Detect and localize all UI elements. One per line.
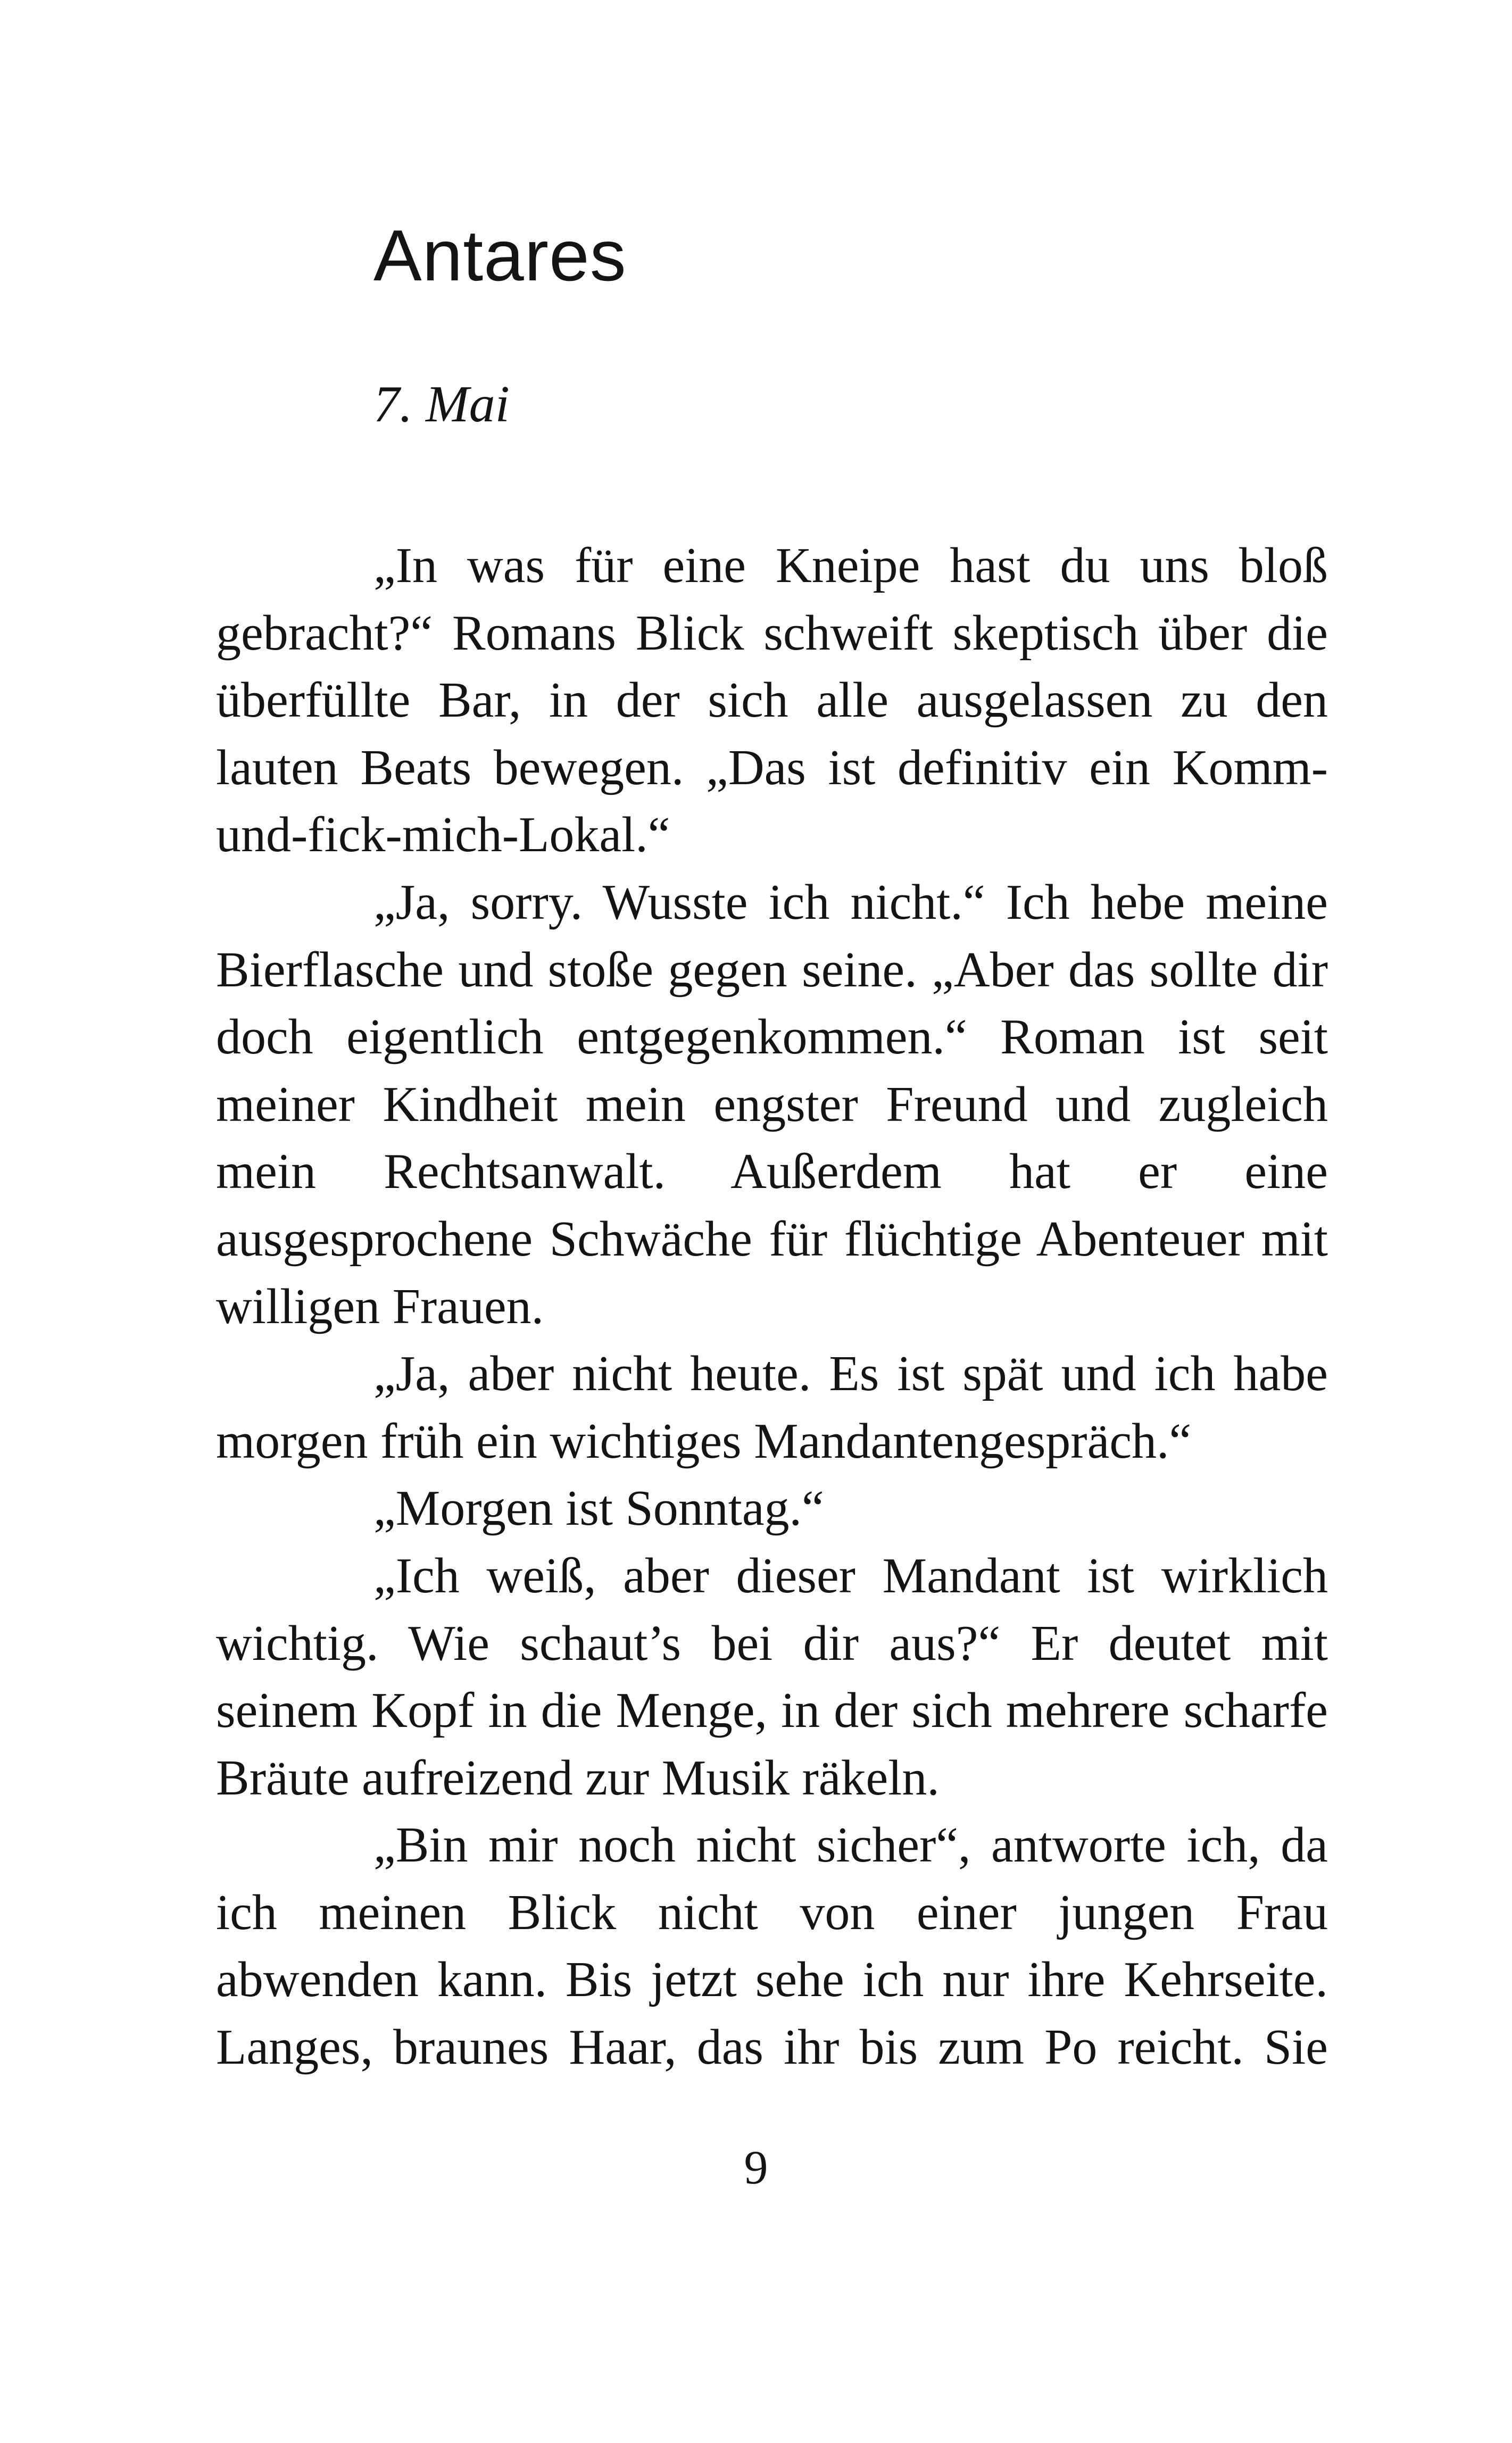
chapter-date: 7. Mai — [373, 376, 510, 433]
paragraph: „Ja, aber nicht heute. Es ist spät und ich habe morgen früh ein wichtiges Mandantengespräch.“ — [216, 1346, 1328, 1469]
paragraph: „Morgen ist Sonntag.“ — [373, 1481, 824, 1536]
chapter-title: Antares — [373, 215, 627, 296]
paragraph-last: „Bin mir noch nicht sicher“, antworte ich, da ich meinen Blick nicht von einer jungen Frau abwenden kann. Bis jetzt sehe ich nur ihre Kehrseite. Langes, braunes Haar, das ihr bis zum Po reicht. Sie — [216, 1817, 1328, 2075]
paragraph: „Ich weiß, aber dieser Mandant ist wirklich wichtig. Wie schaut’s bei dir aus?“ Er deutet mit seinem Kopf in die Menge, in der sich mehrere scharfe Bräute aufreizend zur Musik räkeln. — [216, 1548, 1328, 1806]
paragraph: „In was für eine Kneipe hast du uns bloß gebracht?“ Romans Blick schweift skeptisch über die überfüllte Bar, in der sich alle ausgelassen zu den lauten Beats bewegen. „Das ist definitiv ein Komm-und-fick-mich-Lokal.“ — [216, 538, 1328, 863]
body-text — [216, 532, 1328, 2081]
paragraph: „Ja, sorry. Wusste ich nicht.“ Ich hebe meine Bierflasche und stoße gegen seine. „Aber das sollte dir doch eigentlich entgegenkommen.“ Roman ist seit meiner Kindheit mein engster Freund und zugleich mein Rechtsanwalt. Außerdem hat er eine ausgesprochene Schwäche für flüchtige Abenteuer mit willigen Frauen. — [216, 874, 1328, 1334]
page-number: 9 — [744, 2141, 768, 2194]
